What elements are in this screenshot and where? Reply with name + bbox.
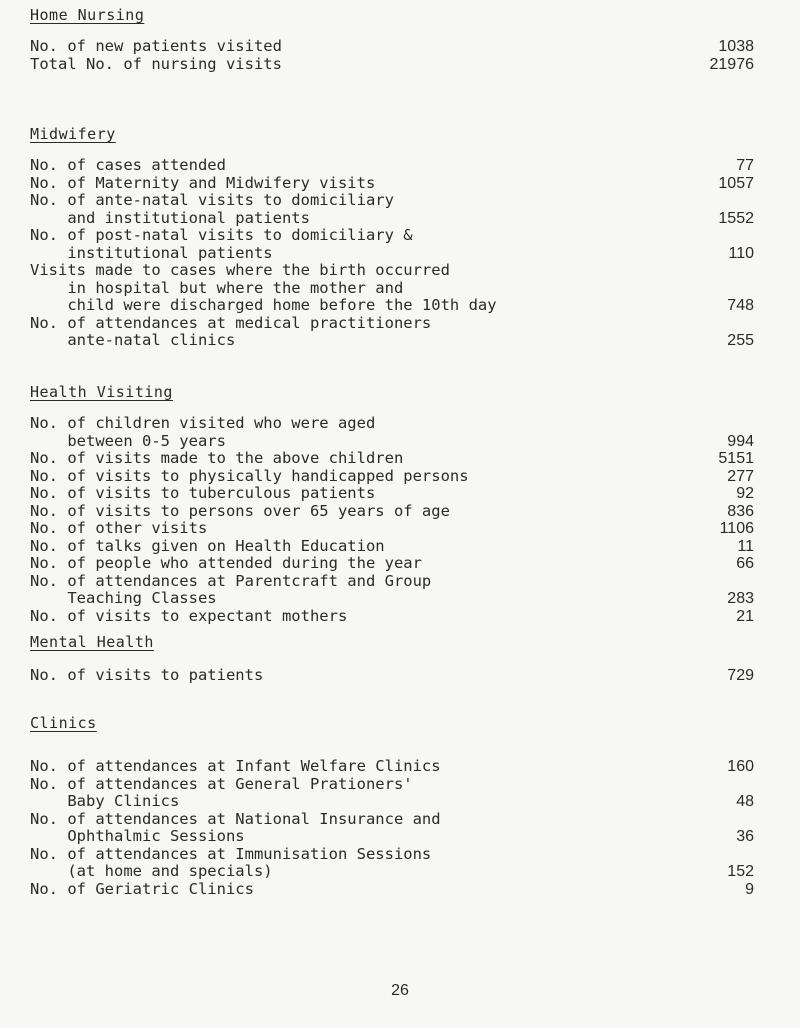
- stat-label: No. of ante-natal visits to domiciliary and institutional patients: [30, 191, 394, 227]
- section-clinics: [30, 714, 754, 898]
- section-home-nursing: [30, 6, 754, 73]
- stat-row: [30, 156, 754, 175]
- stat-value: 11: [737, 537, 754, 555]
- stat-label: No. of attendances at Immunisation Sessions (at home and specials): [30, 844, 432, 880]
- stat-value: 1552: [718, 209, 754, 227]
- stat-value: 36: [736, 828, 754, 845]
- section-mental-health: [30, 633, 754, 685]
- stat-value: 5151: [718, 450, 754, 467]
- stat-row: [30, 774, 754, 811]
- stat-value: 92: [736, 485, 754, 502]
- stat-row: [30, 879, 754, 899]
- stat-value: 1038: [718, 38, 754, 55]
- stat-value: 160: [727, 758, 754, 775]
- stat-label: No. of visits made to the above children: [30, 449, 404, 467]
- stat-row: [30, 54, 754, 74]
- stat-label: No. of attendances at General Prationers' Baby Clinics: [30, 774, 413, 810]
- stat-label: No. of visits to patients: [30, 666, 264, 684]
- section-heading: Midwifery: [30, 125, 116, 143]
- stat-value: 283: [727, 590, 754, 607]
- stat-label: No. of other visits: [30, 519, 208, 537]
- stat-row: [30, 449, 754, 468]
- stat-row: [30, 809, 754, 846]
- section-health-visiting: [30, 383, 754, 625]
- stat-label: No. of post-natal visits to domiciliary & institutional patients: [30, 226, 413, 262]
- stat-label: No. of people who attended during the year: [30, 554, 422, 572]
- stat-label: No. of Geriatric Clinics: [30, 879, 254, 898]
- stat-row: [30, 173, 754, 193]
- stat-row: [30, 313, 754, 350]
- section-heading: Mental Health: [30, 633, 154, 651]
- stat-label: Total No. of nursing visits: [30, 54, 282, 73]
- stat-label: Visits made to cases where the birth occurred in hospital but where the mother and child were discharged home before the 10th day: [30, 261, 497, 314]
- page-number: 26: [391, 982, 409, 999]
- stat-row: [30, 466, 754, 486]
- stat-label: No. of talks given on Health Education: [30, 536, 385, 555]
- stat-label: No. of attendances at medical practitioners ante-natal clinics: [30, 313, 432, 349]
- stat-value: 66: [736, 555, 754, 572]
- stat-row: [30, 606, 754, 626]
- section-heading: Clinics: [30, 714, 97, 732]
- stat-row: [30, 226, 754, 262]
- stat-row: [30, 37, 754, 56]
- stat-value: 21: [736, 607, 754, 625]
- stat-label: No. of Maternity and Midwifery visits: [30, 173, 376, 192]
- section-midwifery: [30, 125, 754, 350]
- stat-value: 748: [727, 297, 754, 314]
- stat-value: 994: [727, 432, 754, 450]
- stat-row: [30, 261, 754, 315]
- stat-value: 729: [727, 667, 754, 684]
- stat-label: No. of attendances at Infant Welfare Clinics: [30, 757, 441, 775]
- stat-row: [30, 191, 754, 227]
- stat-label: No. of visits to tuberculous patients: [30, 484, 376, 502]
- stat-value: 9: [745, 880, 754, 898]
- stat-value: 836: [727, 502, 754, 520]
- stat-label: No. of visits to physically handicapped persons: [30, 466, 469, 485]
- stat-row: [30, 666, 754, 685]
- stat-row: [30, 501, 754, 521]
- stat-value: 110: [728, 244, 754, 262]
- stat-value: 48: [736, 793, 754, 810]
- stat-label: No. of visits to expectant mothers: [30, 606, 348, 625]
- section-heading: Health Visiting: [30, 383, 173, 401]
- stat-value: 277: [727, 467, 754, 485]
- stat-label: No. of children visited who were aged between 0-5 years: [30, 414, 376, 450]
- stat-row: [30, 414, 754, 450]
- stat-value: 77: [736, 157, 754, 174]
- stat-row: [30, 536, 754, 556]
- stat-label: No. of attendances at National Insurance and Ophthalmic Sessions: [30, 809, 441, 845]
- stat-value: 1057: [718, 174, 754, 192]
- stat-label: No. of visits to persons over 65 years of age: [30, 501, 450, 520]
- stat-value: 21976: [709, 55, 754, 73]
- stat-row: [30, 554, 754, 573]
- stat-label: No. of cases attended: [30, 156, 226, 174]
- stat-row: [30, 519, 754, 538]
- stat-value: 255: [727, 332, 754, 349]
- stat-label: No. of attendances at Parentcraft and Group Teaching Classes: [30, 571, 432, 607]
- section-heading: Home Nursing: [30, 6, 145, 24]
- stat-row: [30, 757, 754, 776]
- stat-value: 1106: [719, 520, 754, 537]
- stat-row: [30, 571, 754, 608]
- stat-row: [30, 844, 754, 881]
- stat-row: [30, 484, 754, 503]
- stat-label: No. of new patients visited: [30, 37, 282, 55]
- stat-value: 152: [727, 863, 754, 880]
